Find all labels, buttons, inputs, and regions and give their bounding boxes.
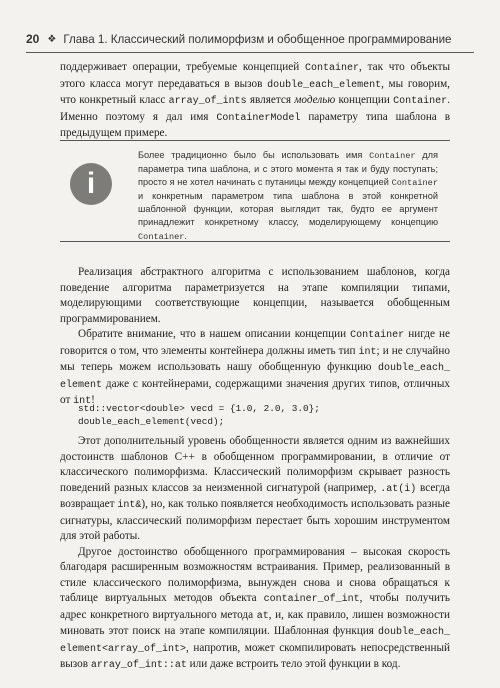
info-icon: i bbox=[70, 163, 112, 205]
text: для параметра типа шаблона, и с этого момента я так и буду поступать; просто я не хотел начинать с путаницы между концепцией bbox=[138, 150, 438, 188]
text: поддерживает операции, требуемые концепцией bbox=[60, 61, 305, 73]
code-line: std::vector<double> vecd = {1.0, 2.0, 3.0}; bbox=[78, 403, 320, 414]
paragraph-2: Реализация абстрактного алгоритма с использованием шаблонов, когда поведение алгоритма параметризуется на этапе компиляции типами, моделирующими соответствующие концепции, называется обобщенным программированием. bbox=[60, 266, 450, 325]
chapter-title: Глава 1. Классический полиморфизм и обобщенное программирование bbox=[63, 32, 452, 46]
text: концепции bbox=[335, 94, 394, 106]
text: даже с контейнерами, содержащими значения других типов, отличных от bbox=[60, 377, 450, 406]
text: и конкретным параметром типа шаблона в этой конкретной шаблонной функции, которая выглядит так, будто ее аргумент принадлежит конкретному классу, моделирующему концепцию bbox=[138, 191, 438, 228]
paragraphs-2-3 bbox=[60, 265, 450, 410]
text: , и, как правило, лишен возможности миновать этот поиск на этапе компиляции. Шаблонная функция bbox=[60, 608, 450, 637]
code-term: at bbox=[256, 610, 269, 622]
code-term: ContainerModel bbox=[216, 112, 301, 124]
header-rule bbox=[26, 52, 474, 53]
code-term: Container bbox=[350, 330, 405, 341]
text: Обратите внимание, что в нашем описании концепции bbox=[78, 328, 351, 340]
running-header bbox=[26, 32, 474, 46]
text: является bbox=[246, 94, 295, 106]
code-term: int& bbox=[117, 500, 142, 511]
text: . bbox=[184, 230, 187, 241]
text: , мы говорим, что конкретный класс bbox=[60, 77, 450, 106]
text: или даже встроить тело этой функции в код. bbox=[186, 658, 401, 670]
text: Этот дополнительный уровень обобщенности является одним из важнейших достоинств шаблонов С++ в обобщенном программировании, в отличие от классического полиморфизма. Классический полиморфизм скрывает разность поведений разных классов за неизменной сигнатурой (например, bbox=[60, 435, 450, 494]
text: всегда возвращает bbox=[60, 481, 450, 510]
code-term: .at(i) bbox=[380, 483, 417, 495]
text: , так что объекты этого класса могут передаваться в вызов bbox=[60, 61, 450, 90]
paragraph-5 bbox=[60, 545, 450, 674]
code-term: Container bbox=[138, 231, 185, 242]
code-term: array_of_int::at bbox=[90, 660, 187, 671]
text: ! bbox=[91, 394, 95, 406]
code-term: Container bbox=[305, 63, 360, 74]
header-separator-icon: ❖ bbox=[47, 33, 57, 45]
paragraph-3 bbox=[60, 327, 450, 410]
code-term: int bbox=[73, 396, 92, 407]
paragraphs-4-5 bbox=[60, 434, 450, 674]
code-term: double_each_ element bbox=[60, 363, 450, 391]
text: ; и не случайно мы теперь можем использовать нашу обобщенную функцию bbox=[60, 344, 451, 373]
info-note bbox=[60, 140, 450, 242]
text: Более традиционно было бы использовать имя bbox=[138, 150, 370, 160]
text: , напротив, может скомпилировать непосредственный вызов bbox=[60, 641, 450, 670]
text: нигде не говорится о том, что элементы контейнера должны иметь тип bbox=[60, 328, 450, 357]
code-term: int bbox=[358, 346, 377, 358]
paragraph-4 bbox=[60, 434, 450, 545]
page-number: 20 bbox=[26, 32, 40, 46]
code-term: Container bbox=[369, 151, 416, 161]
text: ), но, как только появляется необходимость использовать разные сигнатуры, классический полиморфизм перестает быть хорошим инструментом для этой работы. bbox=[60, 498, 450, 542]
code-term: array_of_ints bbox=[168, 96, 247, 107]
code-term: Container bbox=[391, 178, 438, 189]
code-term: double_each_element bbox=[267, 79, 382, 91]
text: . Именно поэтому я дал имя bbox=[60, 94, 450, 123]
text: , чтобы получить адрес конкретного виртуального метода bbox=[60, 592, 451, 621]
code-term: double_each_ element<array_of_int> bbox=[60, 627, 450, 655]
code-line: double_each_element(vecd); bbox=[78, 416, 225, 427]
paragraph-1 bbox=[60, 60, 450, 142]
code-block bbox=[78, 402, 448, 428]
text: Другое достоинство обобщенного программирования – высокая скорость благодаря расширенным возможностям встраивания. Пример, реализованный в стиле классического полиморфизма, вынужден снова и снова обращаться к таблице виртуальных методов объекта bbox=[60, 545, 450, 604]
code-term: Container bbox=[393, 96, 448, 107]
emphasis: моделью bbox=[294, 94, 336, 106]
code-term: container_of_int bbox=[263, 594, 360, 605]
text: параметру типа шаблона в предыдущем примере. bbox=[60, 110, 450, 139]
note-text bbox=[138, 149, 438, 244]
